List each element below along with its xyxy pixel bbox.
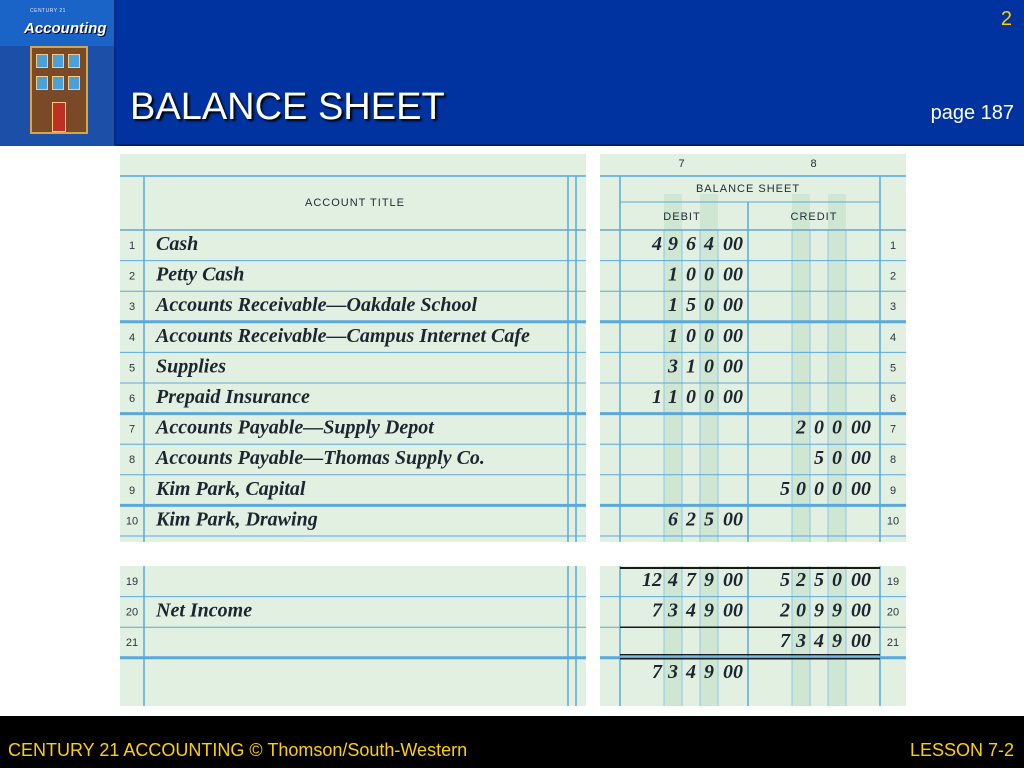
debit-digit: 4	[668, 569, 678, 591]
debit-digit: 00	[723, 386, 743, 408]
debit-digit: 00	[723, 660, 743, 683]
line-number: 8	[128, 454, 136, 467]
worksheet-balance-sheet	[120, 154, 906, 708]
column-number-8: 8	[810, 158, 818, 170]
debit-digit: 6	[668, 508, 678, 531]
debit-digit: 12	[642, 569, 662, 591]
line-number-right: 6	[889, 393, 897, 405]
line-number-right: 7	[889, 423, 897, 436]
slide-number: 2	[1000, 8, 1012, 30]
account-title: Accounts Payable—Thomas Supply Co.	[156, 447, 485, 470]
debit-digit: 3	[668, 355, 678, 378]
line-number: 7	[128, 423, 136, 436]
account-title: Net Income	[156, 599, 253, 622]
credit-digit: 00	[851, 569, 871, 591]
line-number: 5	[128, 362, 136, 375]
line-number: 1	[128, 240, 136, 252]
credit-digit: 0	[814, 416, 824, 439]
credit-digit: 00	[851, 416, 871, 439]
debit-digit: 00	[723, 569, 743, 591]
cover-title: Accounting	[24, 20, 107, 37]
credit-digit: 5	[780, 569, 790, 591]
line-number-right: 9	[889, 484, 897, 497]
debit-digit: 4	[686, 599, 696, 622]
debit-digit: 00	[723, 263, 743, 286]
balance-sheet-header: BALANCE SHEET	[695, 183, 801, 195]
line-number-right: 19	[886, 576, 900, 588]
debit-digit: 7	[652, 599, 662, 622]
account-title: Accounts Receivable—Oakdale School	[156, 294, 478, 317]
line-number-right: 4	[889, 331, 897, 344]
debit-digit: 9	[704, 599, 714, 622]
line-number-right: 20	[886, 606, 900, 619]
line-number-right: 3	[889, 301, 897, 314]
line-number: 19	[125, 576, 139, 588]
credit-digit: 0	[832, 447, 842, 470]
debit-digit: 7	[686, 569, 696, 591]
account-title: Prepaid Insurance	[156, 386, 310, 408]
debit-digit: 1	[668, 263, 678, 286]
credit-digit: 2	[796, 416, 806, 439]
line-number-right: 10	[886, 515, 900, 528]
line-number-right: 8	[889, 454, 897, 467]
credit-digit: 5	[780, 477, 790, 500]
debit-digit: 3	[668, 599, 678, 622]
credit-digit: 0	[796, 599, 806, 622]
debit-digit: 1	[668, 294, 678, 317]
debit-digit: 7	[652, 660, 662, 683]
debit-digit: 0	[704, 324, 714, 347]
debit-digit: 0	[704, 355, 714, 378]
debit-digit: 1	[668, 324, 678, 347]
debit-digit: 0	[686, 324, 696, 347]
account-title: Kim Park, Drawing	[156, 508, 318, 531]
credit-digit: 0	[832, 569, 842, 591]
debit-digit: 0	[704, 386, 714, 408]
slide-title: BALANCE SHEET	[130, 86, 445, 128]
worksheet-svg	[120, 154, 906, 708]
debit-digit: 1	[652, 386, 662, 408]
slide-footer	[0, 716, 1024, 768]
debit-digit: 00	[723, 508, 743, 531]
account-title: Accounts Receivable—Campus Internet Cafe	[156, 324, 530, 347]
line-number: 20	[125, 606, 139, 619]
credit-digit: 0	[814, 477, 824, 500]
credit-digit: 9	[832, 599, 842, 622]
account-title: Supplies	[156, 355, 227, 378]
textbook-cover-image	[0, 0, 116, 146]
debit-digit: 5	[686, 294, 696, 317]
debit-digit: 00	[723, 294, 743, 317]
account-title-header: ACCOUNT TITLE	[305, 197, 405, 209]
credit-digit: 00	[851, 630, 871, 653]
credit-digit: 7	[780, 630, 790, 653]
credit-digit: 0	[796, 477, 806, 500]
debit-digit: 2	[686, 508, 696, 531]
debit-digit: 0	[686, 263, 696, 286]
debit-digit: 00	[723, 599, 743, 622]
account-title: Accounts Payable—Supply Depot	[156, 416, 434, 439]
cover-building-illustration	[30, 46, 88, 134]
debit-digit: 0	[704, 263, 714, 286]
line-number-right: 1	[889, 240, 897, 252]
debit-digit: 1	[686, 355, 696, 378]
credit-digit: 0	[832, 477, 842, 500]
credit-digit: 2	[780, 599, 790, 622]
debit-digit: 00	[723, 233, 743, 255]
line-number: 4	[128, 331, 136, 344]
page-reference: page 187	[930, 102, 1014, 124]
line-number: 10	[125, 515, 139, 528]
debit-digit: 9	[704, 660, 714, 683]
debit-header: DEBIT	[663, 211, 701, 223]
line-number-right: 2	[889, 270, 897, 283]
debit-digit: 0	[704, 294, 714, 317]
footer-lesson: LESSON 7-2	[909, 740, 1014, 760]
credit-digit: 4	[814, 630, 824, 653]
cover-series: CENTURY 21	[30, 8, 66, 14]
credit-digit: 9	[814, 599, 824, 622]
credit-digit: 2	[796, 569, 806, 591]
credit-digit: 0	[832, 416, 842, 439]
line-number-right: 21	[886, 637, 900, 650]
line-number: 9	[128, 484, 136, 497]
credit-digit: 00	[851, 477, 871, 500]
debit-digit: 00	[723, 324, 743, 347]
line-number: 21	[125, 637, 139, 650]
line-number: 6	[128, 393, 136, 405]
line-number: 3	[128, 301, 136, 314]
account-title: Kim Park, Capital	[156, 477, 306, 500]
debit-digit: 4	[652, 233, 662, 255]
debit-digit: 4	[704, 233, 714, 255]
account-title: Cash	[156, 233, 199, 255]
debit-digit: 6	[686, 233, 696, 255]
credit-digit: 5	[814, 569, 824, 591]
credit-digit: 00	[851, 599, 871, 622]
credit-digit: 3	[796, 630, 806, 653]
account-title: Petty Cash	[156, 263, 245, 286]
line-number: 2	[128, 270, 136, 283]
credit-header: CREDIT	[790, 211, 838, 223]
credit-digit: 00	[851, 447, 871, 470]
debit-digit: 00	[723, 355, 743, 378]
line-number-right: 5	[889, 362, 897, 375]
debit-digit: 9	[668, 233, 678, 255]
credit-digit: 5	[814, 447, 824, 470]
footer-copyright: CENTURY 21 ACCOUNTING © Thomson/South-Western	[8, 740, 468, 760]
debit-digit: 0	[686, 386, 696, 408]
slide-header	[0, 0, 1024, 146]
column-number-7: 7	[678, 158, 686, 170]
credit-digit: 9	[832, 630, 842, 653]
debit-digit: 1	[668, 386, 678, 408]
debit-digit: 3	[668, 660, 678, 683]
debit-digit: 4	[686, 660, 696, 683]
debit-digit: 9	[704, 569, 714, 591]
debit-digit: 5	[704, 508, 714, 531]
